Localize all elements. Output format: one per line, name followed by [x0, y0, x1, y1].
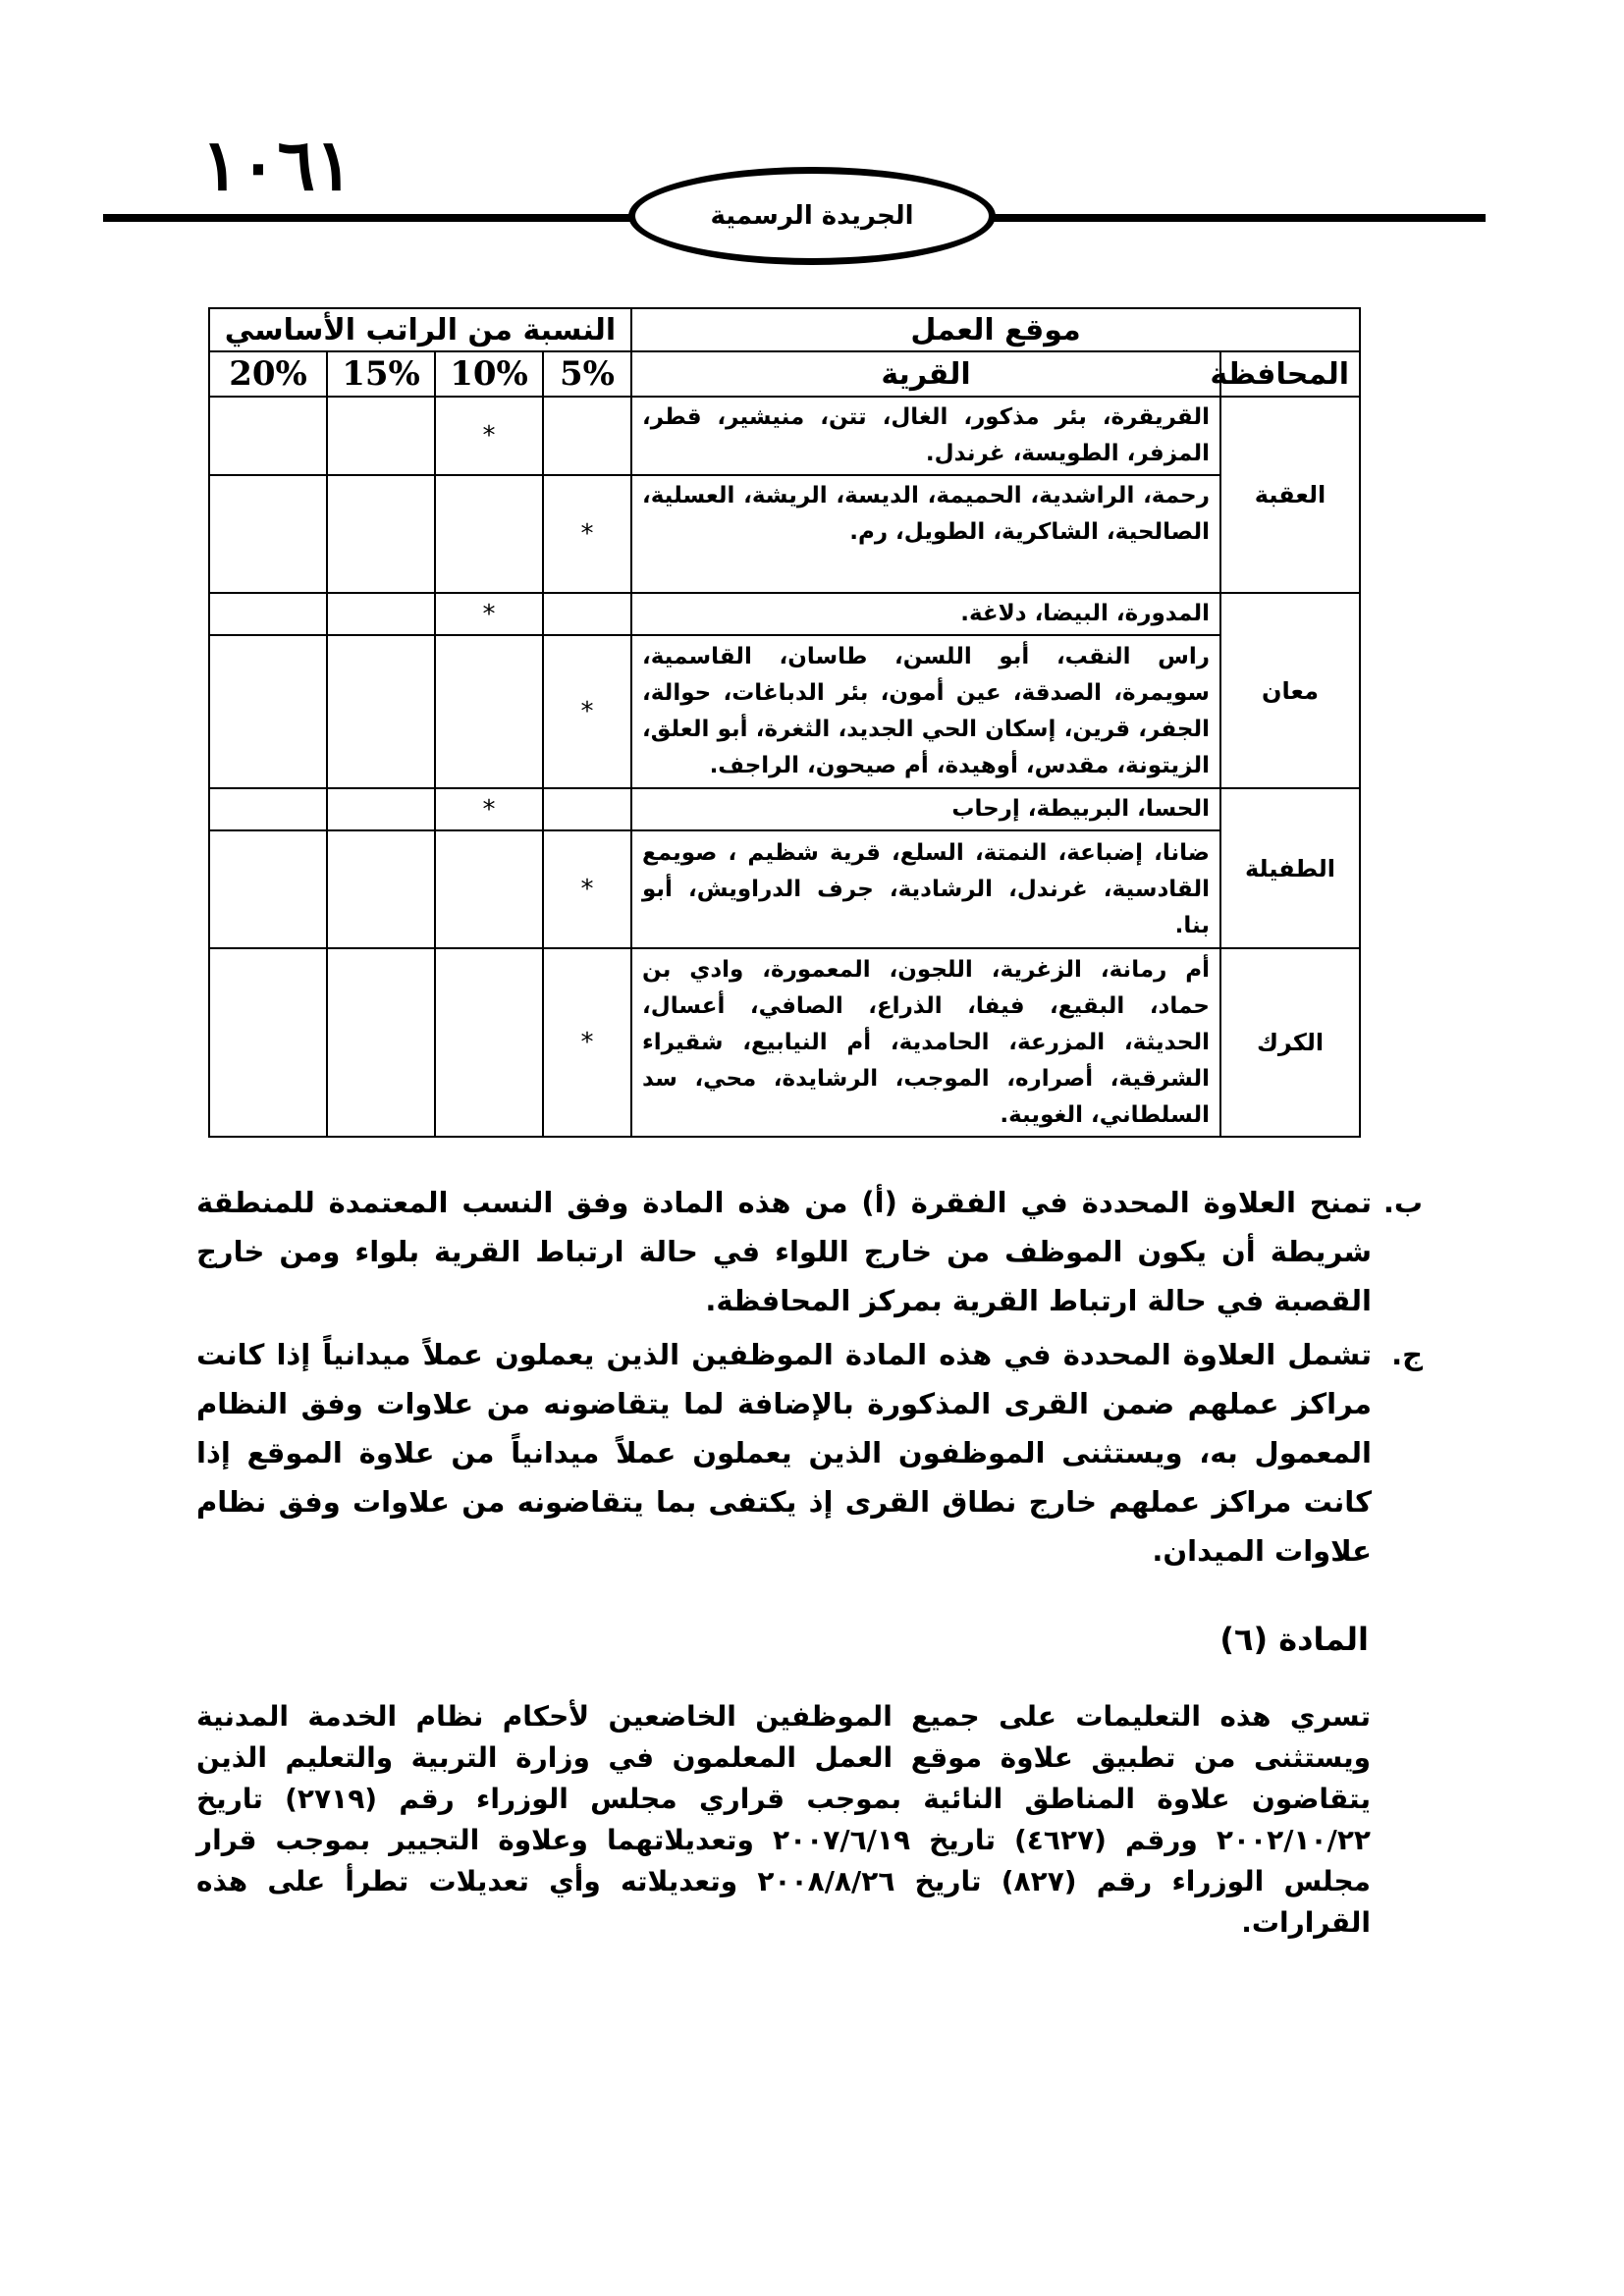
pct-15-cell: [327, 397, 435, 475]
col-pct-10: 10%: [435, 351, 543, 397]
pct-5-mark: *: [543, 475, 631, 593]
pct-10-cell: [435, 635, 543, 788]
governorate-cell: الكرك: [1220, 948, 1360, 1137]
article-body: تسري هذه التعليمات على جميع الموظفين الخاضعين لأحكام نظام الخدمة المدنية ويستثنى من تطبيق علاوة موقع العمل المعلمون في وزارة التربية والتعليم الذين يتقاضون علاوة المناطق النائية بموجب قراري مجلس الوزراء رقم (٢٧١٩) تاريخ ٢٠٠٢/١٠/٢٢ ورقم (٤٦٢٧) تاريخ ٢٠٠٧/٦/١٩ وتعديلاتهما وعلاوة التجيير بموجب قرار مجلس الوزراء رقم (٨٢٧) تاريخ ٢٠٠٨/٨/٢٦ وتعديلاته وأي تعديلات تطرأ على هذه القرارات.: [196, 1700, 1372, 1939]
pct-5-cell: [543, 593, 631, 635]
pct-10-cell: [435, 948, 543, 1137]
villages-cell: الحسا، البربيطة، إرحاب: [631, 788, 1220, 830]
villages-cell: القريقرة، بئر مذكور، الغال، تتن، منيشير، قطر، المزفر، الطويسة، غرندل.: [631, 397, 1220, 475]
pct-10-cell: [435, 475, 543, 593]
gazette-title-oval: [628, 167, 996, 265]
pct-15-cell: [327, 788, 435, 830]
pct-10-mark: *: [435, 788, 543, 830]
paragraph-c-label: ج.: [1391, 1338, 1423, 1371]
pct-20-cell: [209, 475, 327, 593]
pct-5-mark: *: [543, 830, 631, 948]
table-row: [209, 948, 1360, 1137]
pct-15-cell: [327, 635, 435, 788]
pct-20-cell: [209, 788, 327, 830]
pct-20-cell: [209, 635, 327, 788]
header-ratio: النسبة من الراتب الأساسي: [209, 308, 631, 351]
table-row: [209, 635, 1360, 788]
paragraph-b-label: ب.: [1382, 1186, 1423, 1219]
pct-5-cell: [543, 788, 631, 830]
pct-5-mark: *: [543, 948, 631, 1137]
pct-5-cell: [543, 397, 631, 475]
page-number: ١٠٦١: [201, 123, 353, 206]
allowance-table: [208, 307, 1361, 1138]
col-village: القرية: [631, 351, 1220, 397]
paragraph-b-text: تمنح العلاوة المحددة في الفقرة (أ) من هذه المادة وفق النسب المعتمدة للمنطقة شريطة أن يكون الموظف من خارج اللواء في حالة ارتباط القرية بلواء ومن خارج القصبة في حالة ارتباط القرية بمركز المحافظة.: [196, 1186, 1372, 1317]
villages-cell: ضانا، إضباعة، النمتة، السلع، قرية شظيم ، صويمع القادسية، غرندل، الرشادية، جرف الدراويش، أبو بنا.: [631, 830, 1220, 948]
gazette-title: الجريدة الرسمية: [710, 201, 914, 231]
paragraph-c: [196, 1330, 1423, 1575]
pct-15-cell: [327, 830, 435, 948]
header-work-location: موقع العمل: [631, 308, 1360, 351]
pct-15-cell: [327, 948, 435, 1137]
pct-10-mark: *: [435, 397, 543, 475]
pct-20-cell: [209, 397, 327, 475]
col-pct-15: 15%: [327, 351, 435, 397]
table-row: [209, 593, 1360, 635]
col-pct-20: 20%: [209, 351, 327, 397]
paragraph-b: [196, 1178, 1423, 1325]
villages-cell: أم رمانة، الزغرية، اللجون، المعمورة، وادي بن حماد، البقيع، فيفا، الذراع، الصافي، أعسال، الحديثة، المزرعة، الحامدية، أم النيابيع، شقيراء الشرقية، أصراره، الموجب، الرشايدة، محي، سد السلطاني، الغويبة.: [631, 948, 1220, 1137]
paragraph-c-text: تشمل العلاوة المحددة في هذه المادة الموظفين الذين يعملون عملاً ميدانياً إذا كانت مراكز عملهم ضمن القرى المذكورة بالإضافة لما يتقاضونه من علاوات وفق النظام المعمول به، ويستثنى الموظفون الذين يعملون عملاً ميدانياً من علاوة الموقع إذا كانت مراكز عملهم خارج نطاق القرى إذ يكتفى بما يتقاضونه من علاوات وفق نظام علاوات الميدان.: [196, 1338, 1372, 1568]
pct-15-cell: [327, 593, 435, 635]
table-row: [209, 397, 1360, 475]
governorate-cell: العقبة: [1220, 397, 1360, 593]
col-governorate: المحافظة: [1220, 351, 1360, 397]
pct-20-cell: [209, 830, 327, 948]
pct-20-cell: [209, 593, 327, 635]
table-row: [209, 475, 1360, 593]
pct-5-mark: *: [543, 635, 631, 788]
col-pct-5: 5%: [543, 351, 631, 397]
article-title: المادة (٦): [1219, 1621, 1369, 1658]
pct-10-cell: [435, 830, 543, 948]
governorate-cell: معان: [1220, 593, 1360, 788]
villages-cell: رحمة، الراشدية، الحميمة، الديسة، الريشة، العسلية، الصالحية، الشاكرية، الطويل، رم.: [631, 475, 1220, 593]
villages-cell: المدورة، البيضا، دلاغة.: [631, 593, 1220, 635]
pct-10-mark: *: [435, 593, 543, 635]
governorate-cell: الطفيلة: [1220, 788, 1360, 948]
table-row: [209, 788, 1360, 830]
villages-cell: راس النقب، أبو اللسن، طاسان، القاسمية، سويمرة، الصدقة، عين أمون، بئر الدباغات، حوالة، الجفر، قرين، إسكان الحي الجديد، الثغرة، أبو العلق، الزيتونة، مقدس، أوهيدة، أم صيحون، الراجف.: [631, 635, 1220, 788]
pct-20-cell: [209, 948, 327, 1137]
table-row: [209, 830, 1360, 948]
pct-15-cell: [327, 475, 435, 593]
